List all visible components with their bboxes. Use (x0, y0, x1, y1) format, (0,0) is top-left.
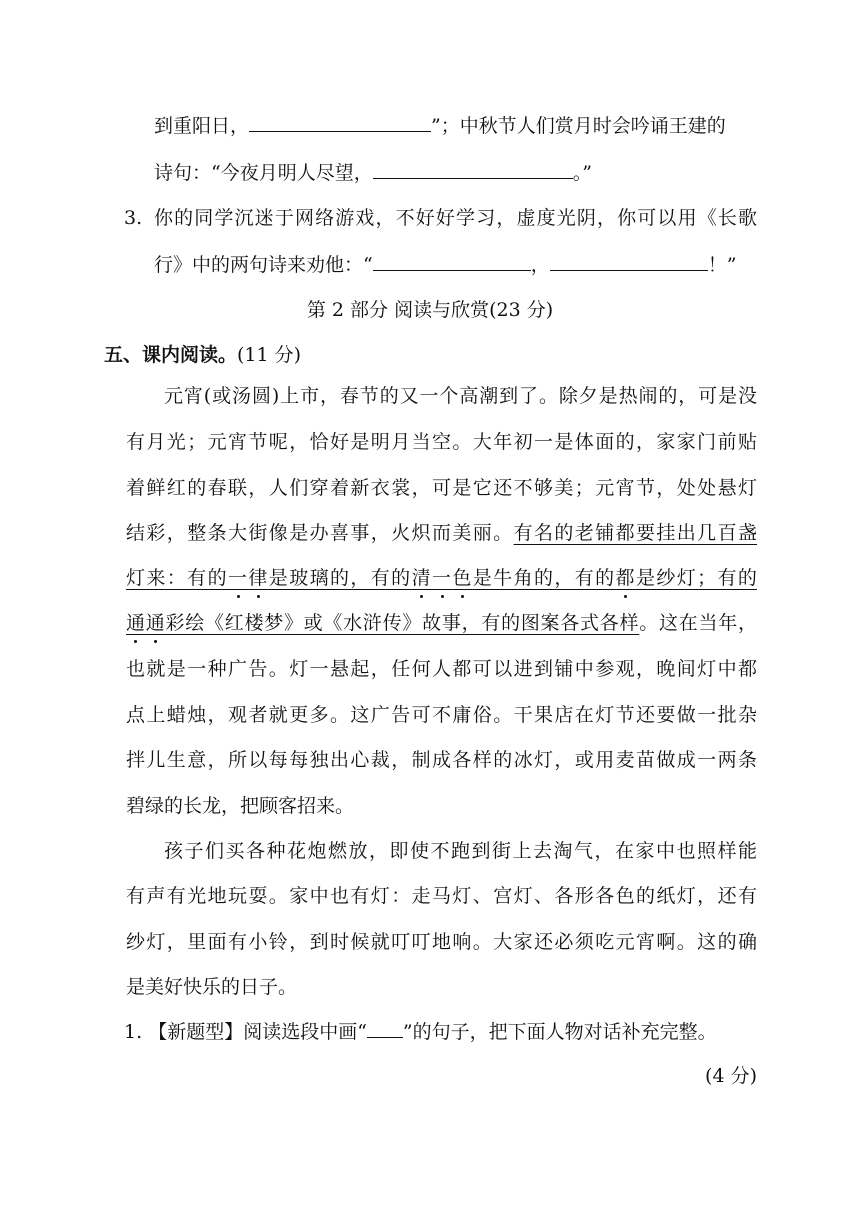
section-score: (11 分) (237, 344, 302, 366)
passage-line: 拌儿生意，所以每每独出心裁，制成各样的冰灯，或用麦苗做成一两条 (126, 749, 757, 771)
question-text: 行》中的两句诗来劝他：“ (154, 254, 373, 276)
passage-line (126, 518, 757, 548)
question-line (124, 1017, 717, 1047)
emphasis-char: 一 (431, 567, 453, 589)
passage-line: 碧绿的长龙，把顾客招来。 (126, 795, 355, 817)
passage-text: 是牛角的，有的 (472, 567, 616, 589)
passage-line: 有月光；元宵节呢，恰好是明月当空。大年初一是体面的，家家门前贴 (126, 431, 757, 453)
passage-text: 灯来：有的 (126, 567, 228, 589)
passage-text: 是玻璃的，有的 (268, 567, 412, 589)
emphasis-char: 一 (227, 567, 249, 589)
part-title: 第 2 部分 阅读与欣赏(23 分) (306, 299, 554, 321)
fill-text: ”；中秋节人们赏月时会吟诵王建的 (431, 115, 726, 137)
fill-line-2 (154, 158, 592, 188)
answer-blank[interactable] (373, 250, 531, 271)
passage-text: 是纱灯；有的 (635, 567, 757, 589)
fill-text: 。” (572, 162, 592, 184)
question-text-line2 (154, 250, 736, 280)
emphasis-char: 通 (145, 612, 166, 634)
underlined-sentence: 有名的老铺都要挂出几百盏 (513, 522, 757, 544)
question-tag: 【新题型】 (148, 1021, 244, 1043)
question-text: ， (530, 254, 550, 276)
passage-line: 着鲜红的春联，人们穿着新衣裳，可是它还不够美；元宵节，处处悬灯 (126, 477, 757, 499)
underlined-sentence (126, 612, 639, 634)
underline-sample (367, 1017, 403, 1038)
passage-line: 孩子们买各种花炮燃放，即使不跑到街上去淘气，在家中也照样能 (164, 840, 757, 862)
underlined-sentence-line (126, 563, 757, 593)
question-number: 1. (124, 1021, 143, 1043)
emphasis-char: 通 (126, 612, 146, 634)
passage-text: 结彩，整条大街像是办喜事，火炽而美丽。 (126, 522, 514, 544)
question-text: 你的同学沉迷于网络游戏，不好好学习，虚度光阴，你可以用《长歌 (154, 207, 757, 229)
passage-line: 也就是一种广告。灯一悬起，任何人都可以进到铺中参观，晚间灯中都 (126, 658, 757, 680)
fill-line-1 (154, 111, 726, 141)
question-number: 3. (124, 207, 143, 229)
passage-line: 元宵(或汤圆)上市，春节的又一个高潮到了。除夕是热闹的，可是没 (164, 385, 757, 407)
passage-line (126, 608, 757, 638)
passage-line: 是美好快乐的日子。 (126, 976, 298, 998)
emphasis-char: 律 (248, 567, 269, 589)
question-text: ！” (707, 254, 737, 276)
fill-text: 到重阳日， (154, 115, 250, 137)
answer-blank[interactable] (550, 250, 708, 271)
emphasis-char: 都 (615, 567, 636, 589)
emphasis-char: 色 (452, 567, 473, 589)
answer-blank[interactable] (373, 158, 573, 179)
question-text: ”的句子，把下面人物对话补充完整。 (402, 1021, 717, 1043)
question-text: 阅读选段中画“ (243, 1021, 367, 1043)
section-heading-text: 五、课内阅读。 (104, 344, 238, 366)
section-heading (104, 340, 301, 370)
emphasis-char: 清 (411, 567, 432, 589)
passage-text: 彩绘《红楼梦》或《水浒传》故事，有的图案各式各样 (165, 612, 640, 634)
question-score: (4 分) (705, 1065, 757, 1087)
passage-text: 。这在当年， (639, 612, 757, 634)
answer-blank[interactable] (249, 111, 431, 132)
fill-text: 诗句：“今夜月明人尽望， (154, 162, 373, 184)
passage-line: 点上蜡烛，观者就更多。这广告可不庸俗。干果店在灯节还要做一批杂 (126, 704, 757, 726)
passage-line: 纱灯，里面有小铃，到时候就叮叮地响。大家还必须吃元宵啊。这的确 (126, 931, 757, 953)
passage-line: 有声有光地玩耍。家中也有灯：走马灯、宫灯、各形各色的纸灯，还有 (126, 885, 757, 907)
